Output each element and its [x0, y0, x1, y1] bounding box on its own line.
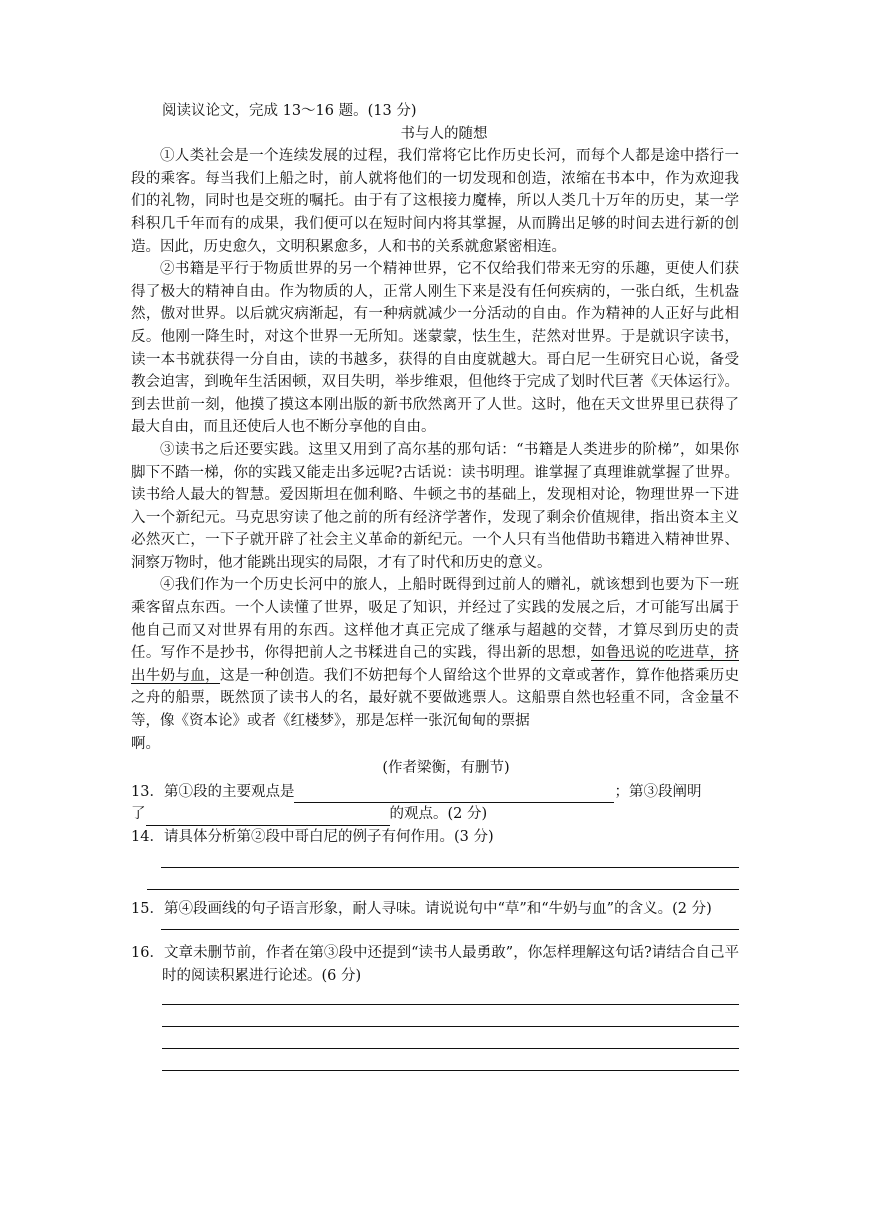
q16-answer-line-1[interactable]: [162, 1004, 739, 1005]
article-title: 书与人的随想: [400, 125, 488, 142]
exam-page: [131, 100, 739, 1071]
q16-answer-line-3[interactable]: [162, 1048, 739, 1049]
q16-answer-line-2[interactable]: [162, 1026, 739, 1027]
q13-blank-2[interactable]: [146, 807, 390, 826]
q14-prompt: 14．请具体分析第②段中哥白尼的例子有何作用。(3 分): [131, 829, 494, 845]
question-15: [131, 898, 739, 931]
paragraph-2: ②书籍是平行于物质世界的另一个精神世界，它不仅给我们带来无穷的乐趣，更使人们获得了极大的精神自由。作为物质的人，正常人刚生下来是没有任何疾病的，一张白纸，生机盎然，傲对世界。以后就灾病渐起，有一种病就减少一分活动的自由。作为精神的人正好与此相反。他刚一降生时，对这个世界一无所知。迷蒙蒙，怯生生，茫然对世界。于是就识字读书，读一本书就获得一分自由，读的书越多，获得的自由度就越大。哥白尼一生研究日心说，备受教会迫害，到晚年生活困顿，双目失明，举步维艰，但他终于完成了划时代巨著《天体运行》。到去世前一刻，他摸了摸这本刚出版的新书欣然离开了人世。这时，他在天文世界里已获得了最大自由，而且还使后人也不断分享他的自由。: [131, 261, 739, 436]
q13-prefix: 了: [131, 806, 146, 823]
q16-answer-line-4[interactable]: [162, 1070, 739, 1071]
q15-answer-line-1[interactable]: [161, 929, 739, 930]
question-13: [131, 781, 739, 826]
paragraph-4-start: ④我们作为一个历史长河中的旅人，上船时既得到过前人的赠礼，就该想到也要为下一班乘客留点东西。一个人读懂了世界，吸足了知识，并经过了实践的发展之后，才可能写出属于他自己而又对世界有用的东西。这样他才真正完成了继承与超越的交替，才算尽到历史的责任。写作不是抄书，你得把前人之书糅进自己的实践，得出新的思想，: [131, 577, 739, 662]
section-instruction: 阅读议论文，完成 13～16 题。(13 分): [162, 103, 417, 119]
source-note: (作者梁衡，有删节): [382, 760, 510, 777]
q16-prompt: 16．文章未删节前，作者在第③段中还提到“读书人最勇敢”，你怎样理解这句话?请结合自己平时的阅读积累进行论述。(6 分): [131, 945, 739, 984]
paragraph-1: ①人类社会是一个连续发展的过程，我们常将它比作历史长河，而每个人都是途中搭行一段的乘客。每当我们上船之时，前人就将他们的一切发现和创造，浓缩在书本中，作为欢迎我们的礼物，同时也是交班的嘱托。由于有了这根接力魔棒，所以人类几十万年的历史，某一学科积几千年而有的成果，我们便可以在短时间内将其掌握，从而腾出足够的时间去进行新的创造。因此，历史愈久，文明积累愈多，人和书的关系就愈紧密相连。: [131, 148, 739, 255]
q13-blank-1[interactable]: [294, 784, 614, 803]
q14-answer-line-1[interactable]: [161, 867, 739, 868]
q13-prompt: 13．第①段的主要观点是: [131, 783, 295, 800]
question-14: [131, 826, 739, 890]
paragraph-4: [131, 574, 739, 732]
q13-mid: ；第③段阐明: [614, 783, 702, 800]
underlined-sentence: 如鲁迅说的吃进草，挤出牛奶与血，: [131, 645, 740, 684]
q15-prompt: 15．第④段画线的句子语言形象，耐人寻味。请说说句中“草”和“牛奶与血”的含义。(2 分): [131, 900, 712, 917]
q14-answer-line-2[interactable]: [147, 889, 739, 890]
paragraph-3: ③读书之后还要实践。这里又用到了高尔基的那句话：“书籍是人类进步的阶梯”，如果你脚下不踏一梯，你的实践又能走出多远呢?古话说：读书明理。谁掌握了真理谁就掌握了世界。读书给人最大的智慧。爱因斯坦在伽利略、牛顿之书的基础上，发现相对论，物理世界一下进入一个新纪元。马克思穷读了他之前的所有经济学著作，发现了剩余价值规律，指出资本主义必然灭亡，一下子就开辟了社会主义革命的新纪元。一个人只有当他借助书籍进入精神世界、洞察万物时，他才能跳出现实的局限，才有了时代和历史的意义。: [131, 441, 739, 571]
question-16: [131, 942, 739, 1071]
paragraph-4-end: 这是一种创造。我们不妨把每个人留给这个世界的文章或著作，算作他搭乘历史之舟的船票，既然顶了读书人的名，最好就不要做逃票人。这船票自然也轻重不同，含金量不等，像《资本论》或者《红楼梦》，那是怎样一张沉甸甸的票据: [131, 667, 740, 730]
paragraph-4-tail: 啊。: [131, 735, 160, 752]
q13-suffix: 的观点。(2 分): [389, 806, 488, 823]
